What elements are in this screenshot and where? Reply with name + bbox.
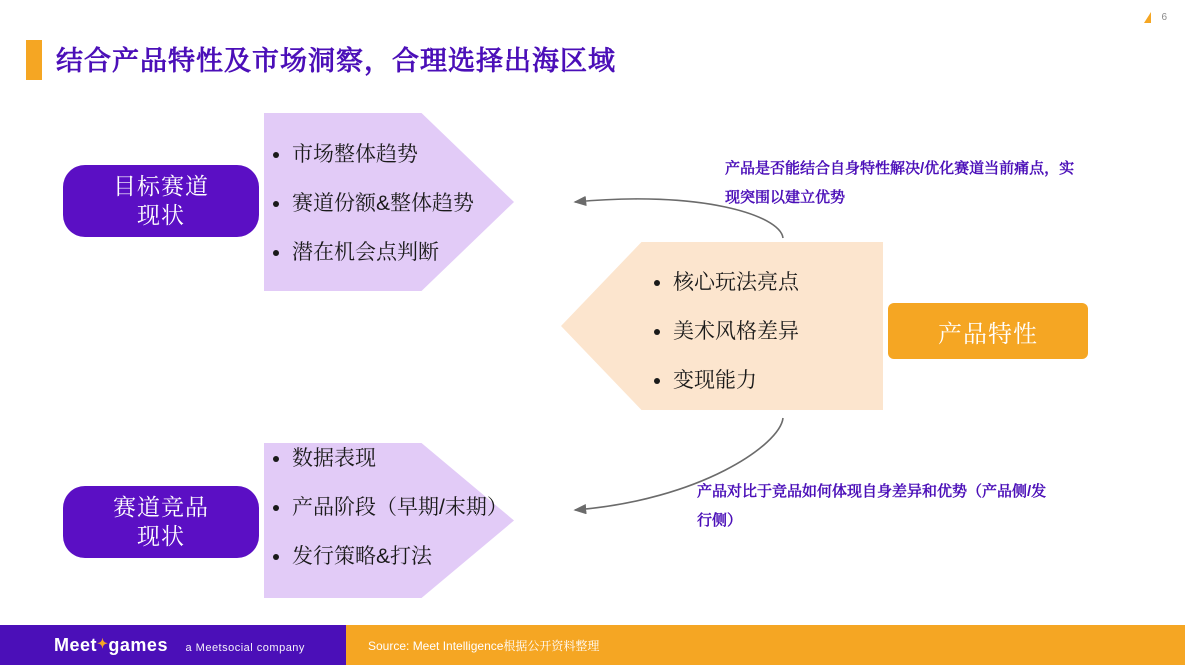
right-box-label: 产品特性 — [938, 320, 1038, 348]
page-title: 结合产品特性及市场洞察，合理选择出海区域 — [56, 46, 616, 76]
left-box-target-track-label: 目标赛道 现状 — [113, 173, 209, 228]
left-box-competitor — [63, 486, 259, 558]
brand-name: Meet — [54, 634, 98, 655]
list-item: • 市场整体趋势 — [292, 144, 474, 165]
center-list — [655, 272, 799, 419]
brand-logo — [54, 635, 305, 656]
note-bottom: 产品对比于竞品如何体现自身差异和优势（产品侧/发行侧） — [697, 483, 1047, 529]
list-item: • 产品阶段（早期/末期） — [292, 497, 508, 518]
footer — [0, 625, 1185, 665]
bottom-arrow-list — [274, 448, 508, 595]
star-icon: ✦ — [97, 635, 109, 651]
source-text: Source: Meet Intelligence根据公开资料整理 — [368, 638, 600, 653]
page-number: 6 — [1161, 12, 1167, 23]
page-marker-icon — [1144, 12, 1151, 23]
left-box-target-track — [63, 165, 259, 237]
list-item: • 核心玩法亮点 — [673, 272, 799, 293]
list-item: • 美术风格差异 — [673, 321, 799, 342]
footer-source-block — [346, 625, 1185, 665]
list-item: • 发行策略&打法 — [292, 546, 508, 567]
footer-brand-block — [0, 625, 346, 665]
note-top: 产品是否能结合自身特性解决/优化赛道当前痛点，实现突围以建立优势 — [725, 160, 1075, 206]
list-item: • 潜在机会点判断 — [292, 242, 474, 263]
list-item: • 赛道份额&整体趋势 — [292, 193, 474, 214]
brand-subtitle: a Meetsocial company — [185, 641, 305, 654]
title-accent-bar — [26, 40, 42, 80]
brand-name-rest: games — [108, 634, 168, 655]
top-arrow-list — [274, 144, 474, 291]
list-item: • 数据表现 — [292, 448, 508, 469]
left-box-competitor-label: 赛道竞品 现状 — [113, 494, 209, 549]
list-item: • 变现能力 — [673, 370, 799, 391]
right-box-product-traits — [888, 303, 1088, 359]
